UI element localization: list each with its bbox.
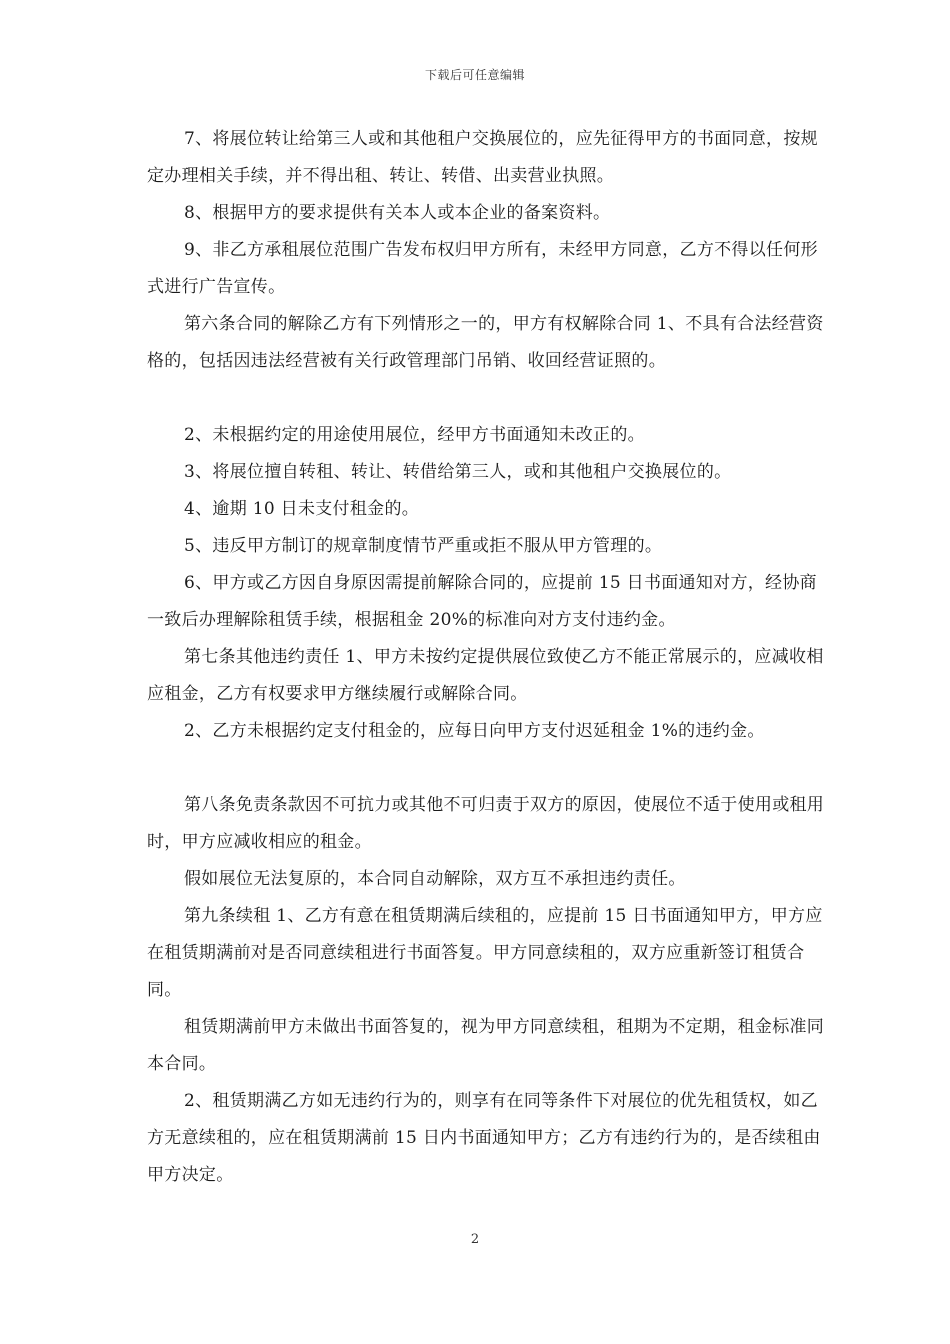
paragraph-clause-5-7: 7、将展位转让给第三人或和其他租户交换展位的，应先征得甲方的书面同意，按规定办理相关手续，并不得出租、转让、转借、出卖营业执照。 — [147, 129, 818, 186]
paragraph-article-9-continued: 租赁期满前甲方未做出书面答复的，视为甲方同意续租，租期为不定期，租金标准同本合同。 — [147, 1017, 825, 1074]
paragraph-article-9-item-2: 2、租赁期满乙方如无违约行为的，则享有在同等条件下对展位的优先租赁权，如乙方无意续租的，应在租赁期满前 15 日内书面通知甲方；乙方有违约行为的，是否续租由甲方决定。 — [147, 1091, 821, 1185]
paragraph-article-9-item-1: 第九条续租 1、乙方有意在租赁期满后续租的，应提前 15 日书面通知甲方，甲方应在租赁期满前对是否同意续租进行书面答复。甲方同意续租的，双方应重新签订租赁合同。 — [147, 906, 823, 1000]
paragraph-article-6-item-3: 3、将展位擅自转租、转让、转借给第三人，或和其他租户交换展位的。 — [184, 462, 732, 482]
paragraph-article-8-continued: 假如展位无法复原的，本合同自动解除，双方互不承担违约责任。 — [184, 869, 686, 889]
paragraph-clause-5-9: 9、非乙方承租展位范围广告发布权归甲方所有，未经甲方同意，乙方不得以任何形式进行广告宣传。 — [147, 240, 818, 297]
page-header: 下载后可任意编辑 — [424, 68, 525, 82]
paragraph-article-6-item-2: 2、未根据约定的用途使用展位，经甲方书面通知未改正的。 — [184, 425, 645, 445]
paragraph-article-7-item-2: 2、乙方未根据约定支付租金的，应每日向甲方支付迟延租金 1%的违约金。 — [184, 721, 765, 741]
paragraph-clause-5-8: 8、根据甲方的要求提供有关本人或本企业的备案资料。 — [184, 203, 611, 223]
paragraph-article-6-item-5: 5、违反甲方制订的规章制度情节严重或拒不服从甲方管理的。 — [184, 536, 663, 556]
page-number: 2 — [470, 1232, 480, 1247]
document-body — [147, 121, 827, 1194]
paragraph-article-8: 第八条免责条款因不可抗力或其他不可归责于双方的原因，使展位不适于使用或租用时，甲方应减收相应的租金。 — [147, 795, 825, 852]
paragraph-gap — [147, 750, 827, 787]
paragraph-article-6-item-4: 4、逾期 10 日未支付租金的。 — [184, 499, 420, 519]
paragraph-article-7-item-1: 第七条其他违约责任 1、甲方未按约定提供展位致使乙方不能正常展示的，应减收相应租金，乙方有权要求甲方继续履行或解除合同。 — [147, 647, 824, 704]
paragraph-article-6-item-1: 第六条合同的解除乙方有下列情形之一的，甲方有权解除合同 1、不具有合法经营资格的，包括因违法经营被有关行政管理部门吊销、收回经营证照的。 — [147, 314, 824, 371]
paragraph-article-6-item-6: 6、甲方或乙方因自身原因需提前解除合同的，应提前 15 日书面通知对方，经协商一致后办理解除租赁手续，根据租金 20%的标准向对方支付违约金。 — [147, 573, 817, 630]
paragraph-gap — [147, 380, 827, 417]
